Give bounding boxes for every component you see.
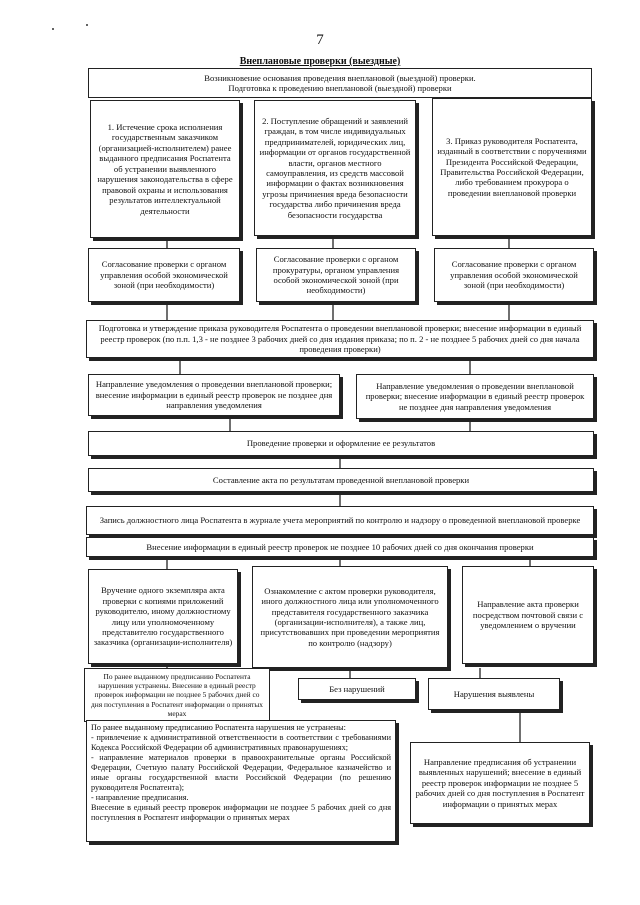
prescription-text: Направление предписания об устранении выявленных нарушений; внесение в единый реестр проверок информации не позднее 5 рабочих дней со дня поступления в Роспатент информации о принятых мерах <box>415 756 585 809</box>
delivery-box-1 <box>88 569 238 664</box>
page-number: 7 <box>316 32 324 48</box>
approval-box-3 <box>434 248 594 302</box>
page-title: Внеплановые проверки (выездные) <box>239 56 401 67</box>
ground-text: 1. Истечение срока исполнения государственным заказчиком (организацией-исполнителем) ранее выданного предписания Роспатента об устранении выявленного нарушения законодательства в сфере правовой охраны и использования результатов интеллектуальной деятельности <box>97 121 233 216</box>
violations-fixed-box <box>84 668 270 722</box>
violations-found-text: Нарушения выявлены <box>453 688 535 699</box>
not-fixed-line: По ранее выданному предписанию Роспатента нарушения не устранены: <box>91 723 346 732</box>
registry-text: Внесение информации в единый реестр проверок не позднее 10 рабочих дней со дня окончания проверки <box>146 541 534 552</box>
approval-text: Согласование проверки с органом управления особой экономической зоной (при необходимости) <box>450 259 578 291</box>
delivery-text: Ознакомление с актом проверки руководителя, иного должностного лица или уполномоченного представителя государственного заказчика (организации-исполнителя), а также лиц, присутствовавших при проведении мероприятия по контролю (надзору) <box>260 585 440 648</box>
delivery-text: Вручение одного экземпляра акта проверки с копиями приложений руководителю, иному должностному лицу или уполномоченному представителю государственного заказчика (организации-исполнителя) <box>93 585 233 648</box>
not-fixed-line: - направление предписания. <box>91 793 189 802</box>
notification-box-2 <box>356 374 594 419</box>
not-fixed-line: - привлечение к административной ответственности в соответствии с требованиями Кодекса Российской Федерации об административных правонарушениях; <box>91 733 391 752</box>
violations-found-box <box>428 678 560 710</box>
ground-box-2 <box>254 100 416 236</box>
approval-box-2 <box>256 248 416 302</box>
registry-box <box>86 537 594 557</box>
not-fixed-line: Внесение в единый реестр проверок информации не позднее 5 рабочих дней со дня поступления в Роспатент информации о принятых мерах <box>91 803 391 822</box>
journal-box <box>86 506 594 535</box>
delivery-text: Направление акта проверки посредством почтовой связи с уведомлением о вручении <box>472 599 584 631</box>
not-fixed-line: - направление материалов проверки в правоохранительные органы Российской Федерации, Счетную палату Российской Федерации, Федеральное казначейство и иные органы государственной власти Российской Федерации (по решению руководителя Роспатента); <box>91 753 391 792</box>
ground-box-3 <box>432 98 592 236</box>
approval-text: Согласование проверки с органом прокуратуры, органом управления особой экономической зоной (при необходимости) <box>272 254 400 296</box>
conduct-text: Проведение проверки и оформление ее результатов <box>246 438 436 449</box>
violations-fixed-text: По ранее выданному предписанию Роспатента нарушения устранены. Внесение в единый реестр проверок информации не позднее 5 рабочих дней со дня поступления в Роспатент информации о принятых мерах <box>91 672 263 718</box>
act-text: Составление акта по результатам проведенной внеплановой проверки <box>212 474 470 485</box>
header-line-1: Возникновение основания проведения внеплановой (выездной) проверки. <box>204 72 476 83</box>
notification-box-1 <box>88 374 340 416</box>
approval-text: Согласование проверки с органом управления особой экономической зоной (при необходимости) <box>100 259 228 291</box>
prescription-box <box>410 742 590 824</box>
notification-text: Направление уведомления о проведении внеплановой проверки; внесение информации в единый реестр проверок не позднее дня направления уведомления <box>365 380 585 412</box>
header-line-2: Подготовка к проведению внеплановой (выездной) проверки <box>228 83 452 93</box>
violations-not-fixed-box <box>86 720 396 842</box>
approval-box-1 <box>88 248 240 302</box>
conduct-box <box>88 431 594 456</box>
notification-text: Направление уведомления о проведении внеплановой проверки; внесение информации в единый реестр проверок не позднее дня направления уведомления <box>95 379 333 411</box>
order-box <box>86 320 594 358</box>
no-violations-box <box>298 678 416 700</box>
delivery-box-3 <box>462 566 594 664</box>
order-text: Подготовка и утверждение приказа руководителя Роспатента о проведении внеплановой проверки; внесение информации в единый реестр проверок (по п.п. 1,3 - не позднее 3 рабочих дней со дня издания приказа; по п. 2 - не позднее 5 рабочих дней со дня начала проведения проверки) <box>98 323 582 355</box>
no-violations-text: Без нарушений <box>329 683 385 694</box>
ground-text: 3. Приказ руководителя Роспатента, изданный в соответствии с поручениями Президента Российской Федерации, Правительства Российской Федерации, либо требованием прокурора о проведении внеплановой проверки <box>437 135 587 198</box>
act-box <box>88 468 594 492</box>
journal-text: Запись должностного лица Роспатента в журнале учета мероприятий по контролю и надзору о проведенной внеплановой проверке <box>99 515 581 526</box>
ground-box-1 <box>90 100 240 238</box>
ground-text: 2. Поступление обращений и заявлений граждан, в том числе индивидуальных предпринимателей, юридических лиц, информации от органов государственной власти, органов местного самоуправления, из средств массовой информации о фактах возникновения угрозы причинения вреда безопасности государства либо причинения вреда безопасности государства <box>259 115 411 220</box>
header-box <box>88 68 592 98</box>
delivery-box-2 <box>252 566 448 668</box>
